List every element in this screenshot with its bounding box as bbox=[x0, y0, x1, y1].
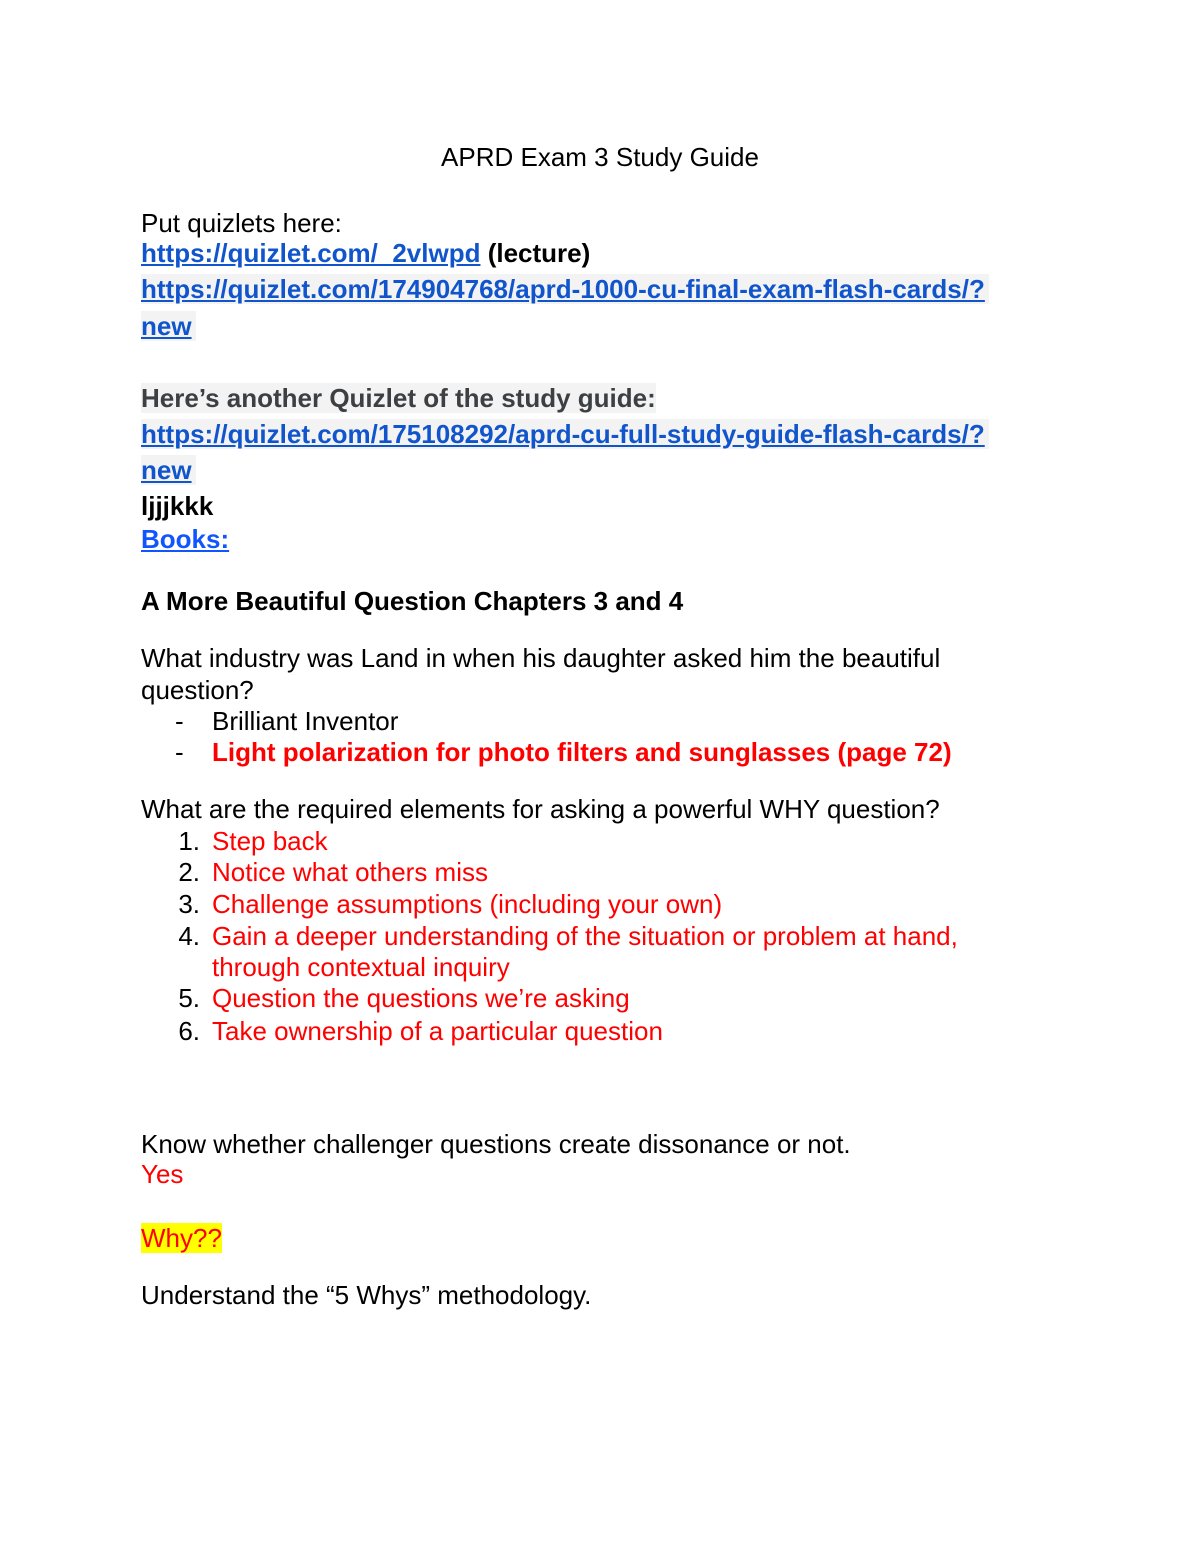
answer-1a: Brilliant Inventor bbox=[212, 706, 399, 736]
stray-text: ljjjkkk bbox=[141, 491, 214, 521]
answer-3: Yes bbox=[141, 1159, 184, 1189]
lecture-suffix: (lecture) bbox=[480, 238, 591, 268]
section-heading: A More Beautiful Question Chapters 3 and 4 bbox=[141, 586, 684, 616]
list-number: 6. bbox=[178, 1016, 200, 1046]
list-number: 4. bbox=[178, 921, 200, 951]
quizlet-link-study-guide[interactable]: https://quizlet.com/175108292/aprd-cu-full-study-guide-flash-cards/? bbox=[141, 419, 989, 449]
answer-1b: Light polarization for photo filters and sunglasses (page 72) bbox=[212, 737, 952, 767]
question-4: Understand the “5 Whys” methodology. bbox=[141, 1280, 592, 1310]
quizlet-link-final-exam-line1 bbox=[141, 274, 989, 304]
list-number: 2. bbox=[178, 857, 200, 887]
books-link[interactable]: Books: bbox=[141, 524, 230, 554]
list-number: 3. bbox=[178, 889, 200, 919]
quizlet-link-final-exam[interactable]: https://quizlet.com/174904768/aprd-1000-cu-final-exam-flash-cards/? bbox=[141, 274, 989, 304]
list-item: Step back bbox=[212, 826, 328, 856]
quizlets-label: Put quizlets here: bbox=[141, 208, 342, 238]
why-highlight: Why?? bbox=[141, 1223, 222, 1253]
list-item: Take ownership of a particular question bbox=[212, 1016, 663, 1046]
list-item-continuation: through contextual inquiry bbox=[212, 952, 510, 982]
question-1-line1: What industry was Land in when his daughter asked him the beautiful bbox=[141, 643, 941, 673]
quizlet-link-study-guide-line2 bbox=[141, 455, 196, 485]
another-quizlet-label: Here’s another Quizlet of the study guide: bbox=[141, 383, 656, 413]
list-item: Challenge assumptions (including your own) bbox=[212, 889, 723, 919]
quizlet-link-final-exam-line2 bbox=[141, 311, 196, 341]
list-number: 1. bbox=[178, 826, 200, 856]
list-item: Notice what others miss bbox=[212, 857, 488, 887]
bullet-dash: - bbox=[175, 737, 184, 767]
document-title: APRD Exam 3 Study Guide bbox=[441, 142, 759, 172]
list-item: Question the questions we’re asking bbox=[212, 983, 630, 1013]
list-number: 5. bbox=[178, 983, 200, 1013]
question-2: What are the required elements for asking a powerful WHY question? bbox=[141, 794, 940, 824]
why-line bbox=[141, 1223, 222, 1253]
quizlet-link-study-guide-line1 bbox=[141, 419, 989, 449]
quizlet-link-lecture-line bbox=[141, 238, 590, 268]
list-item: Gain a deeper understanding of the situation or problem at hand, bbox=[212, 921, 958, 951]
bullet-dash: - bbox=[175, 706, 184, 736]
another-quizlet-label-line bbox=[141, 383, 656, 413]
quizlet-link-lecture[interactable]: https://quizlet.com/_2vlwpd bbox=[141, 238, 481, 268]
quizlet-link-final-exam-cont[interactable]: new bbox=[141, 311, 196, 341]
quizlet-link-study-guide-cont[interactable]: new bbox=[141, 455, 196, 485]
question-1-line2: question? bbox=[141, 675, 254, 705]
question-3: Know whether challenger questions create dissonance or not. bbox=[141, 1129, 851, 1159]
